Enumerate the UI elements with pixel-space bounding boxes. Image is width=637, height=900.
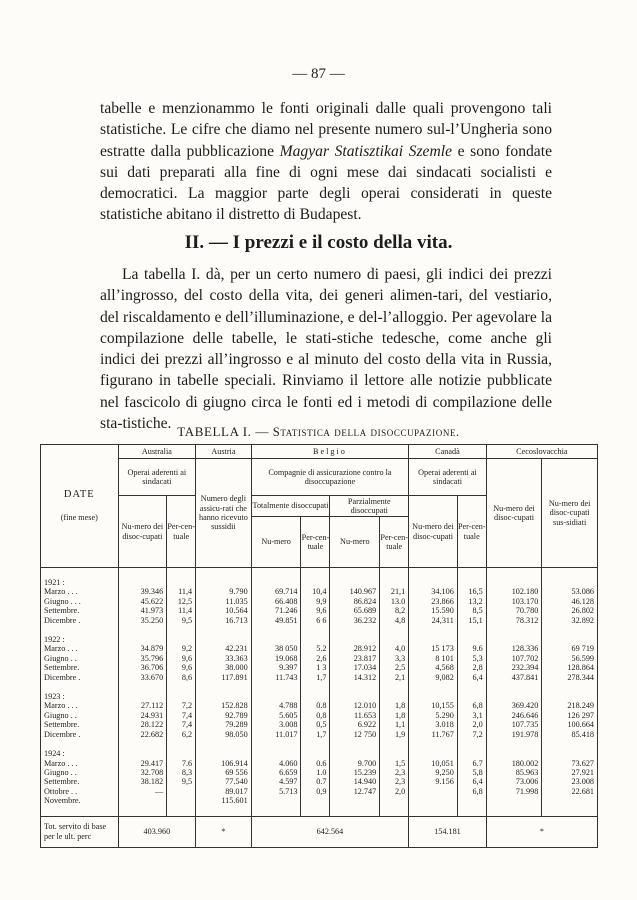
table-cell <box>542 796 598 805</box>
journal-title: Magyar Statisztikai Szemle <box>279 142 452 160</box>
table-cell: 2,0 <box>457 720 486 729</box>
table-cell: 232.394 <box>486 663 542 672</box>
table-cell: 4,568 <box>409 663 458 672</box>
table-cell: 11.653 <box>330 711 380 720</box>
table-cell: 278.344 <box>542 673 598 682</box>
table-cell: 191.978 <box>486 730 542 739</box>
table-cell: 9,250 <box>409 768 458 777</box>
table-caption-number: TABELLA I. — <box>177 424 269 439</box>
table-cell: 15.590 <box>409 606 458 615</box>
austria-subheader: Numero degli assicu-rati che hanno ricevuto sussidii <box>196 459 252 568</box>
month-label: Dicembre . <box>41 673 119 682</box>
table-cell: 69 556 <box>196 768 252 777</box>
table-cell: 9,5 <box>167 777 196 786</box>
table-cell: 5.713 <box>251 787 301 796</box>
table-cell: 19.068 <box>251 654 301 663</box>
table-cell: 53.086 <box>542 587 598 596</box>
table-cell: 89.017 <box>196 787 252 796</box>
table-cell: 45.622 <box>118 597 167 606</box>
table-cell: 180.002 <box>486 759 542 768</box>
table-cell: 12,5 <box>167 597 196 606</box>
table-cell: 32.892 <box>542 616 598 625</box>
table-row <box>41 644 598 653</box>
table-row <box>41 711 598 720</box>
australia-header: Australia <box>118 445 196 459</box>
table-cell: 13,2 <box>457 597 486 606</box>
table-cell: 78.312 <box>486 616 542 625</box>
table-cell: 4.060 <box>251 759 301 768</box>
table-cell: 6,4 <box>457 777 486 786</box>
austria-header: Austria <box>196 445 252 459</box>
table-cell: 38.182 <box>118 777 167 786</box>
table-cell: 85.418 <box>542 730 598 739</box>
table-cell: 46.128 <box>542 597 598 606</box>
table-cell: 98.050 <box>196 730 252 739</box>
month-label: Marzo . . . <box>41 587 119 596</box>
table-cell: 5.605 <box>251 711 301 720</box>
table-cell: 11.035 <box>196 597 252 606</box>
table-cell <box>330 796 380 805</box>
table-cell <box>251 796 301 805</box>
table-cell: 73.006 <box>486 777 542 786</box>
table-cell: 15,1 <box>457 616 486 625</box>
table-row <box>41 663 598 672</box>
total-cecoslovacchia: * <box>486 816 597 847</box>
table-cell: 8,6 <box>167 673 196 682</box>
total-austria: * <box>196 816 252 847</box>
table-cell <box>486 796 542 805</box>
table-cell: 10,4 <box>301 587 330 596</box>
parzialmente-header: Parzialmente disoccupati <box>330 496 409 517</box>
cz-numero-header: Nu-mero dei disoc-cupati <box>486 459 542 568</box>
month-label: Settembre. <box>41 663 119 672</box>
total-australia: 403.960 <box>118 816 196 847</box>
be-tot-numero-header: Nu-mero <box>251 517 301 568</box>
table-cell: 4.788 <box>251 701 301 710</box>
table-cell: 11.017 <box>251 730 301 739</box>
table-cell: 41.973 <box>118 606 167 615</box>
table-cell: 102.180 <box>486 587 542 596</box>
year-label: 1923 : <box>41 692 119 701</box>
month-label: Giugno . . . <box>41 597 119 606</box>
month-label: Novembre. <box>41 796 119 805</box>
canada-subheader: Operai aderenti ai sindacati <box>409 459 487 496</box>
table-cell: 5.2 <box>301 644 330 653</box>
table-cell: 71.998 <box>486 787 542 796</box>
table-cell: 218.249 <box>542 701 598 710</box>
table-cell <box>118 796 167 805</box>
table-cell: 4,0 <box>380 644 409 653</box>
table-cell: 16,5 <box>457 587 486 596</box>
month-label: Giugno . . <box>41 711 119 720</box>
table-row <box>41 654 598 663</box>
canada-header: Canadà <box>409 445 487 459</box>
table-cell: 8,3 <box>167 768 196 777</box>
table-cell: 9.156 <box>409 777 458 786</box>
table-cell: 5,8 <box>457 768 486 777</box>
table-cell: 36.232 <box>330 616 380 625</box>
table-cell: 115.601 <box>196 796 252 805</box>
table-cell <box>301 796 330 805</box>
table-cell: 0,9 <box>301 787 330 796</box>
body-paragraph: La tabella I. dà, per un certo numero di paesi, gli indici dei prezzi all’ingrosso, del costo della vita, dei generi alimen-tari, del vestiario, del riscaldamento e dell’illuminazione, e del-l’alloggio. Per agevolare la compilazione delle tabelle, le stati-stiche tedesche, come anche gli indici dei prezzi all’ingrosso e al minuto del costo della vita in Russia, figurano in tabelle speciali. Rinviamo il lettore alle notizie pubblicate nel fascicolo di giugno circa le fonti ed i metodi di compilazione delle sta-tistiche. <box>100 266 552 433</box>
ca-perc-header: Per-cen-tuale <box>457 496 486 568</box>
table-cell: 6,2 <box>167 730 196 739</box>
table-cell: 0,8 <box>301 711 330 720</box>
table-row <box>41 616 598 625</box>
table-cell: 4,8 <box>380 616 409 625</box>
table-cell: 73.627 <box>542 759 598 768</box>
table-cell: 128.336 <box>486 644 542 653</box>
table-cell: 9.6 <box>457 644 486 653</box>
table-cell: 103.170 <box>486 597 542 606</box>
table-cell: 12 750 <box>330 730 380 739</box>
total-label: Tot. servito di base per le ult. perc <box>41 816 119 847</box>
table-cell: 100.664 <box>542 720 598 729</box>
table-cell: 6,4 <box>457 673 486 682</box>
table-cell: 70.780 <box>486 606 542 615</box>
table-cell: 10.564 <box>196 606 252 615</box>
table-cell: 126 297 <box>542 711 598 720</box>
month-label: Dicembre . <box>41 730 119 739</box>
table-cell: 1,7 <box>301 673 330 682</box>
table-row <box>41 777 598 786</box>
unemployment-table <box>40 444 598 848</box>
table-cell: 107.702 <box>486 654 542 663</box>
table-cell: 56.599 <box>542 654 598 663</box>
table-cell: 39.346 <box>118 587 167 596</box>
table-cell: 22.682 <box>118 730 167 739</box>
table-cell: 13.0 <box>380 597 409 606</box>
table-cell: 24,311 <box>409 616 458 625</box>
table-cell: 22.681 <box>542 787 598 796</box>
table-cell: 2,6 <box>301 654 330 663</box>
table-row <box>41 787 598 796</box>
table-cell: 7,2 <box>457 730 486 739</box>
table-cell: 369.420 <box>486 701 542 710</box>
table-cell: 2,5 <box>380 663 409 672</box>
table-cell: 3.018 <box>409 720 458 729</box>
date-header: DATE (fine mese) <box>41 445 119 568</box>
table-cell: 7,4 <box>167 711 196 720</box>
table-cell: 1,7 <box>301 730 330 739</box>
month-label: Settembre. <box>41 720 119 729</box>
table-cell: 0.6 <box>301 759 330 768</box>
table-cell: 9.700 <box>330 759 380 768</box>
section-title: II. — I prezzi e il costo della vita. <box>184 232 453 253</box>
table-cell: 9,5 <box>167 616 196 625</box>
table-cell: 42.231 <box>196 644 252 653</box>
table-cell: 35.796 <box>118 654 167 663</box>
table-cell: 21,1 <box>380 587 409 596</box>
table-cell: 27.921 <box>542 768 598 777</box>
table-row <box>41 587 598 596</box>
table-cell: 8,5 <box>457 606 486 615</box>
month-label: Marzo . . . <box>41 759 119 768</box>
month-label: Giugno . . <box>41 654 119 663</box>
table-cell: 32.708 <box>118 768 167 777</box>
table-cell: 11.767 <box>409 730 458 739</box>
year-label: 1922 : <box>41 635 119 644</box>
table-cell: 35.250 <box>118 616 167 625</box>
table-cell: 8,2 <box>380 606 409 615</box>
table-cell: 2,8 <box>457 663 486 672</box>
table-cell: 128.864 <box>542 663 598 672</box>
month-label: Ottobre . . <box>41 787 119 796</box>
table-cell: 9.790 <box>196 587 252 596</box>
table-cell: 2,3 <box>380 777 409 786</box>
be-parz-numero-header: Nu-mero <box>330 517 380 568</box>
table-cell: 0,5 <box>301 720 330 729</box>
table-cell: 10,051 <box>409 759 458 768</box>
month-label: Settembre. <box>41 777 119 786</box>
table-cell <box>380 796 409 805</box>
table-cell: 6.659 <box>251 768 301 777</box>
year-label: 1921 : <box>41 578 119 587</box>
table-row <box>41 759 598 768</box>
table-cell: 27.112 <box>118 701 167 710</box>
table-cell: 117.891 <box>196 673 252 682</box>
table-cell <box>409 787 458 796</box>
table-cell: 36.706 <box>118 663 167 672</box>
table-cell: 11.743 <box>251 673 301 682</box>
table-cell: 1,5 <box>380 759 409 768</box>
table-cell: 140.967 <box>330 587 380 596</box>
table-caption <box>0 424 637 440</box>
table-cell: 92.789 <box>196 711 252 720</box>
table-cell: 9,6 <box>167 654 196 663</box>
intro-text-1: tabelle e menzionammo le fonti originali dalle quali provengono tali statistiche. Le cifre che diamo nel presente numero sul-l’Ungheria sono estratte dalla pubblicazione <box>100 100 552 160</box>
table-cell: 9,9 <box>301 597 330 606</box>
au-numero-header: Nu-mero dei disoc-cupati <box>118 496 167 568</box>
table-row <box>41 768 598 777</box>
be-tot-perc-header: Per-cen-tuale <box>301 517 330 568</box>
table-cell: 11,4 <box>167 606 196 615</box>
table-row <box>41 606 598 615</box>
month-label: Settembre. <box>41 606 119 615</box>
table-cell: 9,2 <box>167 644 196 653</box>
au-perc-header: Per-cen-tuale <box>167 496 196 568</box>
table-cell: 1.0 <box>301 768 330 777</box>
table-cell: 65.689 <box>330 606 380 615</box>
table-cell: 15 173 <box>409 644 458 653</box>
table-cell: 2,1 <box>380 673 409 682</box>
table-cell: 28.122 <box>118 720 167 729</box>
table-cell: 3,1 <box>457 711 486 720</box>
cecoslovacchia-header: Cecoslovacchia <box>486 445 597 459</box>
table-cell: 3,3 <box>380 654 409 663</box>
table-cell: 86.824 <box>330 597 380 606</box>
table-cell: 85.963 <box>486 768 542 777</box>
table-cell: 16.713 <box>196 616 252 625</box>
table-cell: 0.8 <box>301 701 330 710</box>
table-cell: 15.239 <box>330 768 380 777</box>
cz-sussidiati-header: Nu-mero dei disoc-cupati sus-sidiati <box>542 459 598 568</box>
month-label: Marzo . . . <box>41 701 119 710</box>
table-row <box>41 796 598 805</box>
table-cell: 14.312 <box>330 673 380 682</box>
table-cell: 4.597 <box>251 777 301 786</box>
table-cell <box>167 787 196 796</box>
ca-numero-header: Nu-mero dei disoc-cupati <box>409 496 458 568</box>
table-cell: 6 6 <box>301 616 330 625</box>
intro-text-2: e sono fondate sui dati preparati alla fine di ogni mese dai sindacati socialisti e democratici. La maggior parte degli operai considerati in queste statistiche abitano il distretto di Budapest. <box>100 142 552 224</box>
table-row <box>41 730 598 739</box>
table-cell: 7,2 <box>167 701 196 710</box>
table-cell: 23.817 <box>330 654 380 663</box>
table-cell: 79.289 <box>196 720 252 729</box>
table-cell: 0.7 <box>301 777 330 786</box>
table-cell: 7,4 <box>167 720 196 729</box>
table-cell: 29.417 <box>118 759 167 768</box>
table-cell: 1,8 <box>380 711 409 720</box>
intro-paragraph <box>100 98 552 226</box>
table-caption-title: Statistica della disoccupazione. <box>272 425 460 439</box>
table-cell: 437.841 <box>486 673 542 682</box>
table-cell: 246.646 <box>486 711 542 720</box>
table-cell: 8 101 <box>409 654 458 663</box>
belgio-subheader: Compagnie di assicurazione contro la disoccupazione <box>251 459 408 496</box>
page-number: — 87 — <box>292 66 345 82</box>
month-label: Marzo . . . <box>41 644 119 653</box>
table-cell: 34.879 <box>118 644 167 653</box>
table-cell: 12.010 <box>330 701 380 710</box>
table-cell: 77.540 <box>196 777 252 786</box>
table-cell: 23.866 <box>409 597 458 606</box>
table-cell: 38 050 <box>251 644 301 653</box>
table-cell: 6,8 <box>457 787 486 796</box>
belgio-header: Belgio <box>251 445 408 459</box>
table-cell <box>457 796 486 805</box>
table-cell: 11,4 <box>167 587 196 596</box>
table-cell: 17.034 <box>330 663 380 672</box>
table-cell: 71.246 <box>251 606 301 615</box>
table-cell: 5.290 <box>409 711 458 720</box>
month-label: Giugno . . <box>41 768 119 777</box>
table-row <box>41 720 598 729</box>
table-cell: 5,3 <box>457 654 486 663</box>
total-belgio: 642.564 <box>251 816 408 847</box>
table-cell <box>409 796 458 805</box>
total-canada: 154.181 <box>409 816 487 847</box>
table-cell: 9,082 <box>409 673 458 682</box>
table-cell: 9,6 <box>301 606 330 615</box>
table-cell: 6,8 <box>457 701 486 710</box>
table-cell: 24.931 <box>118 711 167 720</box>
table-cell: 38.000 <box>196 663 252 672</box>
table-row <box>41 673 598 682</box>
table-cell: 9,6 <box>167 663 196 672</box>
table-cell: 6.922 <box>330 720 380 729</box>
table-cell: 23.008 <box>542 777 598 786</box>
table-cell <box>167 796 196 805</box>
table-cell: 26.802 <box>542 606 598 615</box>
table-cell: 69 719 <box>542 644 598 653</box>
table-cell: 107.735 <box>486 720 542 729</box>
table-cell: 6.7 <box>457 759 486 768</box>
table-cell: 66.408 <box>251 597 301 606</box>
total-row <box>41 816 598 847</box>
table-cell: 69.714 <box>251 587 301 596</box>
year-label: 1924 : <box>41 749 119 758</box>
be-parz-perc-header: Per-cen-tuale <box>380 517 409 568</box>
table-cell: 7.6 <box>167 759 196 768</box>
table-cell: 34.106 <box>409 587 458 596</box>
table-cell: 10,155 <box>409 701 458 710</box>
table-cell: 2,3 <box>380 768 409 777</box>
table-cell: 2,0 <box>380 787 409 796</box>
table-cell: 3.008 <box>251 720 301 729</box>
table-cell: 12.747 <box>330 787 380 796</box>
australia-subheader: Operai aderenti ai sindacati <box>118 459 196 496</box>
table-cell: 106.914 <box>196 759 252 768</box>
table-row <box>41 597 598 606</box>
table-cell: 14.940 <box>330 777 380 786</box>
table-cell: — <box>118 787 167 796</box>
table-cell: 28.912 <box>330 644 380 653</box>
table-cell: 9.397 <box>251 663 301 672</box>
table-row <box>41 701 598 710</box>
table-cell: 1,1 <box>380 720 409 729</box>
totalmente-header: Totalmente disoccupati <box>251 496 330 517</box>
month-label: Dicembre . <box>41 616 119 625</box>
table-cell: 1,8 <box>380 701 409 710</box>
table-cell: 1,9 <box>380 730 409 739</box>
table-cell: 33.363 <box>196 654 252 663</box>
table-cell: 33.670 <box>118 673 167 682</box>
table-cell: 49.851 <box>251 616 301 625</box>
table-cell: 1 3 <box>301 663 330 672</box>
table-cell: 152.828 <box>196 701 252 710</box>
